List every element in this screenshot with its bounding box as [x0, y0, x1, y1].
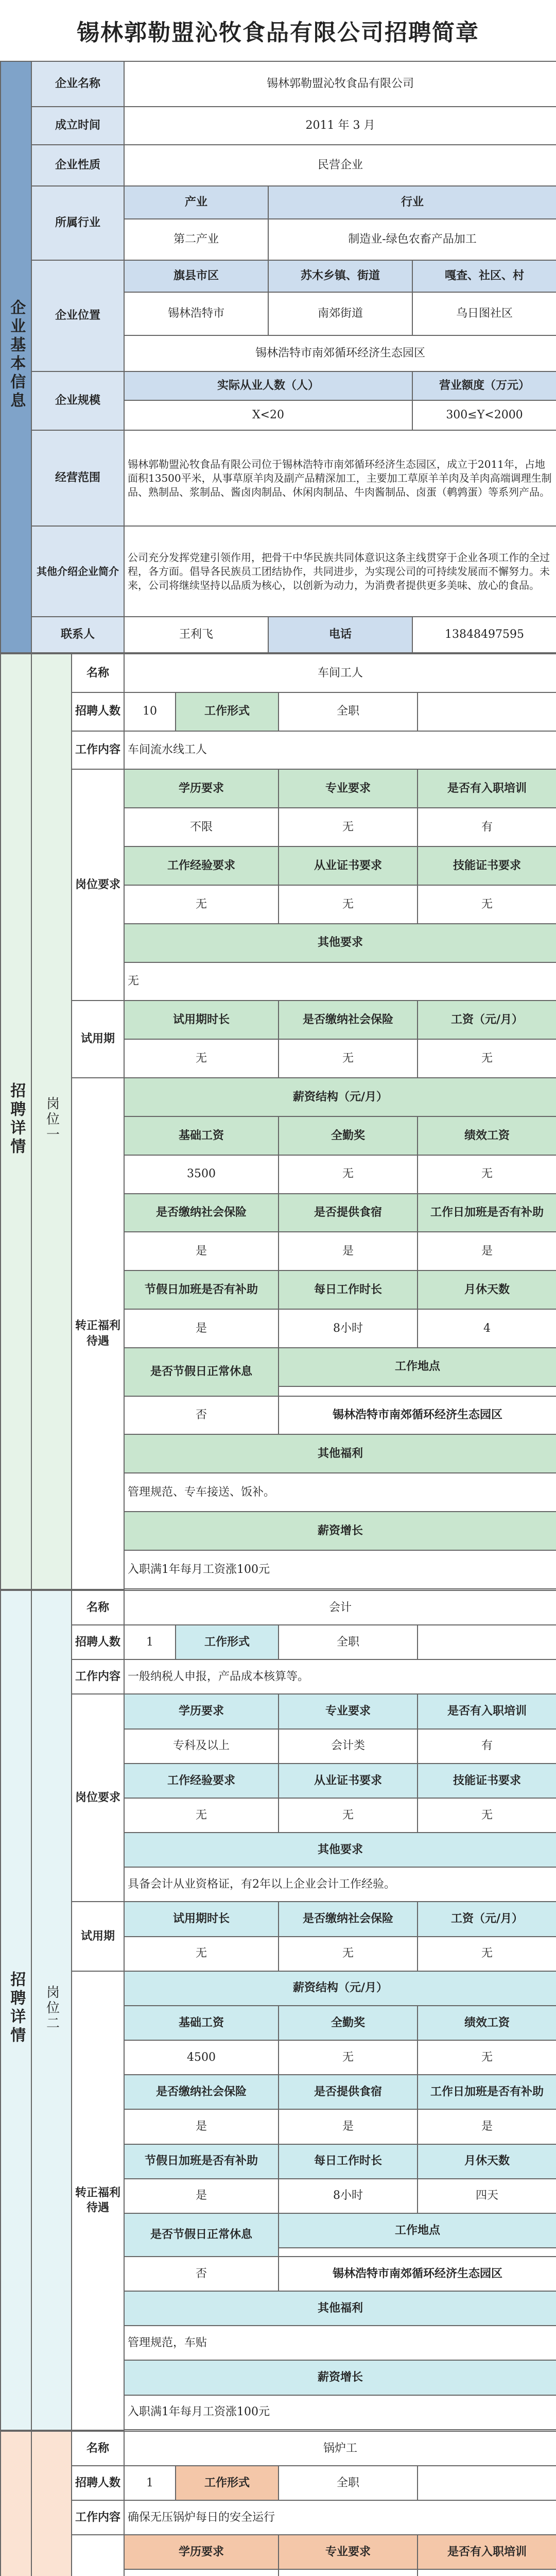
- other-intro: 公司充分发挥党建引领作用，把骨干中华民族共同体意识这条主线贯穿于企业各项工作的全过程，各方面。倡导各民族员工团结协作，共同进步，为实现公司的可持续发展而不懈努力。未来，公司将继续坚持以品质为核心，以创新为动力，为消费者提供更多美味、放心的食品。: [124, 526, 556, 617]
- founded-label: 成立时间: [31, 107, 124, 145]
- overtime-header: 工作日加班是否有补助: [418, 1194, 556, 1232]
- location-header-2: 苏木乡镇、街道: [268, 260, 412, 292]
- holiday-ot-value: 是: [124, 2179, 279, 2213]
- job-content-label: 工作内容: [72, 1659, 124, 1694]
- major-header: 专业要求: [279, 2535, 418, 2569]
- base-header: 基础工资: [124, 1116, 279, 1155]
- train-header: 是否有入职培训: [418, 2535, 556, 2569]
- place-header: 工作地点: [279, 1348, 556, 1386]
- other-benefit-header: 其他福利: [124, 1434, 556, 1473]
- job-form-label: 工作形式: [176, 692, 279, 731]
- nature-value: 民营企业: [124, 145, 556, 186]
- edu-value: [124, 2569, 279, 2576]
- job-content-label: 工作内容: [72, 2500, 124, 2535]
- job-form-label: 工作形式: [176, 1625, 279, 1659]
- location-value-3: 乌日图社区: [412, 292, 556, 335]
- job-name: 锅炉工: [124, 2431, 556, 2466]
- lodging-header: 是否提供食宿: [279, 2075, 418, 2109]
- major-header: 专业要求: [279, 769, 418, 808]
- rest-days-header: 月休天数: [418, 1270, 556, 1309]
- insurance-header: 是否缴纳社会保险: [124, 2075, 279, 2109]
- prob-ins-header: 是否缴纳社会保险: [279, 1902, 418, 1936]
- edu-header: 学历要求: [124, 1694, 279, 1728]
- job-name-label: 名称: [72, 1590, 124, 1625]
- company-name: 锡林郭勒盟沁牧食品有限公司: [124, 61, 556, 107]
- promotion-value: 入职满1年每月工资涨100元: [124, 1550, 556, 1589]
- train-header: 是否有入职培训: [418, 769, 556, 808]
- job-table: [0, 2431, 556, 2576]
- exp-value: 无: [124, 1798, 279, 1833]
- job-table: [0, 1590, 556, 2431]
- salary-structure-header: 薪资结构（元/月）: [124, 1078, 556, 1116]
- job-content: 车间流水线工人: [124, 731, 556, 770]
- prob-ins-value: 无: [279, 1039, 418, 1078]
- prob-ins-header: 是否缴纳社会保险: [279, 1001, 418, 1039]
- major-value: 无: [279, 808, 418, 846]
- other-benefit-header: 其他福利: [124, 2291, 556, 2326]
- cert-value: 无: [279, 885, 418, 924]
- job-name: 车间工人: [124, 654, 556, 692]
- location-value-1: 锡林浩特市: [124, 292, 268, 335]
- exp-header: 工作经验要求: [124, 1764, 279, 1798]
- page-title: 锡林郭勒盟沁牧食品有限公司招聘简章: [77, 20, 479, 46]
- rest-days-value: 4: [418, 1309, 556, 1348]
- job-content: 确保无压锅炉每日的安全运行: [124, 2500, 556, 2535]
- place-spacer: [279, 1386, 556, 1396]
- cert-value: 无: [279, 1798, 418, 1833]
- scale-header-1: 实际从业人数（人）: [124, 371, 412, 400]
- hours-header: 每日工作时长: [279, 1270, 418, 1309]
- prob-wage-value: 无: [418, 1937, 556, 1971]
- edu-value: 专科及以上: [124, 1729, 279, 1764]
- job-form: 全职: [279, 2466, 418, 2500]
- perf-header: 绩效工资: [418, 1116, 556, 1155]
- promotion-value: 入职满1年每月工资涨100元: [124, 2395, 556, 2430]
- perf-value: 无: [418, 2040, 556, 2075]
- skill-header: 技能证书要求: [418, 1764, 556, 1798]
- industry-value-1: 第二产业: [124, 219, 268, 260]
- cert-header: 从业证书要求: [279, 1764, 418, 1798]
- insurance-header: 是否缴纳社会保险: [124, 1194, 279, 1232]
- train-value: 有: [418, 1729, 556, 1764]
- other-benefit-value: 管理规范，车贴: [124, 2326, 556, 2360]
- salary-structure-header: 薪资结构（元/月）: [124, 1971, 556, 2006]
- contact-name: 王利飞: [124, 617, 268, 653]
- overtime-value: 是: [418, 1232, 556, 1270]
- benefit-label: 转正福利待遇: [72, 1078, 124, 1589]
- hours-header: 每日工作时长: [279, 2144, 418, 2179]
- post-label: 岗位一: [31, 654, 72, 1589]
- job-req-label: [72, 2535, 124, 2576]
- job-req-label: 岗位要求: [72, 769, 124, 1001]
- company-name-label: 企业名称: [31, 61, 124, 107]
- location-header-1: 旗县市区: [124, 260, 268, 292]
- cert-header: 从业证书要求: [279, 846, 418, 885]
- job-count-label: 招聘人数: [72, 1625, 124, 1659]
- industry-header-2: 行业: [268, 186, 556, 219]
- perf-value: 无: [418, 1155, 556, 1194]
- hours-value: 8小时: [279, 1309, 418, 1348]
- job-form: 全职: [279, 692, 418, 731]
- location-detail: 锡林浩特市南郊循环经济生态园区: [124, 335, 556, 371]
- business-scope: 锡林郭勒盟沁牧食品有限公司位于锡林浩特市南郊循环经济生态园区，成立于2011年，占地面积13500平米，从事草原羊肉及副产品精深加工，主要加工草原羊羊肉及羊肉高端调理生制品、熟制品、浆制品、酱卤肉制品、休闲肉制品、牛肉酱制品、卤蛋（鹌鹑蛋）等系列产品。: [124, 430, 556, 526]
- founded-value: 2011 年 3 月: [124, 107, 556, 145]
- scale-value-2: 300≤Y<2000: [412, 400, 556, 430]
- skill-value: 无: [418, 885, 556, 924]
- other-intro-label: 其他介绍企业简介: [31, 526, 124, 617]
- base-value: 3500: [124, 1155, 279, 1194]
- major-value: [279, 2569, 418, 2576]
- train-value: 有: [418, 808, 556, 846]
- promotion-header: 薪资增长: [124, 1512, 556, 1550]
- prob-wage-header: 工资（元/月）: [418, 1001, 556, 1039]
- major-header: 专业要求: [279, 1694, 418, 1728]
- job-form: 全职: [279, 1625, 418, 1659]
- weekend-header: 是否节假日正常休息: [124, 1348, 279, 1396]
- probation-label: 试用期: [72, 1902, 124, 1971]
- weekend-value: 否: [124, 1396, 279, 1435]
- hours-value: 8小时: [279, 2179, 418, 2213]
- base-header: 基础工资: [124, 2006, 279, 2040]
- edu-header: 学历要求: [124, 769, 279, 808]
- other-req-value: 具备会计从业资格证，有2年以上企业会计工作经验。: [124, 1867, 556, 1902]
- prob-len-header: 试用期时长: [124, 1001, 279, 1039]
- holiday-ot-header: 节假日加班是否有补助: [124, 2144, 279, 2179]
- skill-value: 无: [418, 1798, 556, 1833]
- phone-number: 13848497595: [412, 617, 556, 653]
- job-count: 10: [124, 692, 176, 731]
- overtime-value: 是: [418, 2109, 556, 2144]
- bonus-value: 无: [279, 2040, 418, 2075]
- exp-header: 工作经验要求: [124, 846, 279, 885]
- business-label: 经营范围: [31, 430, 124, 526]
- promotion-header: 薪资增长: [124, 2360, 556, 2395]
- recruit-section-label: [1, 2431, 31, 2576]
- place-value: 锡林浩特市南郊循环经济生态园区: [279, 1396, 556, 1435]
- contact-label: 联系人: [31, 617, 124, 653]
- post-label: 岗位二: [31, 1590, 72, 2430]
- skill-header: 技能证书要求: [418, 846, 556, 885]
- job-name-label: 名称: [72, 2431, 124, 2466]
- prob-wage-value: 无: [418, 1039, 556, 1078]
- location-label: 企业位置: [31, 260, 124, 371]
- post-label: [31, 2431, 72, 2576]
- place-value: 锡林浩特市南郊循环经济生态园区: [279, 2257, 556, 2291]
- job-count-label: 招聘人数: [72, 2466, 124, 2500]
- location-value-2: 南郊街道: [268, 292, 412, 335]
- base-value: 4500: [124, 2040, 279, 2075]
- lodging-value: 是: [279, 2109, 418, 2144]
- other-req-header: 其他要求: [124, 924, 556, 962]
- job-table: [0, 653, 556, 1590]
- location-header-3: 嘎查、社区、村: [412, 260, 556, 292]
- insurance-value: 是: [124, 2109, 279, 2144]
- job-req-label: 岗位要求: [72, 1694, 124, 1902]
- recruit-section-label: 招聘详情: [1, 654, 31, 1589]
- industry-header-1: 产业: [124, 186, 268, 219]
- edu-header: 学历要求: [124, 2535, 279, 2569]
- job-count: 1: [124, 1625, 176, 1659]
- prob-len-value: 无: [124, 1937, 279, 1971]
- perf-header: 绩效工资: [418, 2006, 556, 2040]
- other-req-value: 无: [124, 962, 556, 1001]
- place-spacer: [279, 2248, 556, 2257]
- holiday-ot-header: 节假日加班是否有补助: [124, 1270, 279, 1309]
- train-header: 是否有入职培训: [418, 1694, 556, 1728]
- bonus-header: 全勤奖: [279, 2006, 418, 2040]
- overtime-header: 工作日加班是否有补助: [418, 2075, 556, 2109]
- job-name-label: 名称: [72, 654, 124, 692]
- prob-ins-value: 无: [279, 1937, 418, 1971]
- lodging-value: 是: [279, 1232, 418, 1270]
- place-header: 工作地点: [279, 2213, 556, 2248]
- weekend-value: 否: [124, 2257, 279, 2291]
- nature-label: 企业性质: [31, 145, 124, 186]
- rest-days-value: 四天: [418, 2179, 556, 2213]
- probation-label: 试用期: [72, 1001, 124, 1078]
- holiday-ot-value: 是: [124, 1309, 279, 1348]
- major-value: 会计类: [279, 1729, 418, 1764]
- exp-value: 无: [124, 885, 279, 924]
- bonus-header: 全勤奖: [279, 1116, 418, 1155]
- scale-header-2: 营业额度（万元）: [412, 371, 556, 400]
- job-count: 1: [124, 2466, 176, 2500]
- prob-len-value: 无: [124, 1039, 279, 1078]
- company-section-label: 企业基本信息: [1, 61, 31, 653]
- weekend-header: 是否节假日正常休息: [124, 2213, 279, 2257]
- lodging-header: 是否提供食宿: [279, 1194, 418, 1232]
- scale-value-1: X<20: [124, 400, 412, 430]
- job-content-label: 工作内容: [72, 731, 124, 770]
- phone-label: 电话: [268, 617, 412, 653]
- bonus-value: 无: [279, 1155, 418, 1194]
- job-form-label: 工作形式: [176, 2466, 279, 2500]
- company-info-table: [0, 61, 556, 653]
- industry-value-2: 制造业-绿色农畜产品加工: [268, 219, 556, 260]
- industry-label: 所属行业: [31, 186, 124, 260]
- scale-label: 企业规模: [31, 371, 124, 430]
- job-count-label: 招聘人数: [72, 692, 124, 731]
- other-req-header: 其他要求: [124, 1833, 556, 1867]
- job-sections: [0, 653, 556, 2576]
- benefit-label: 转正福利待遇: [72, 1971, 124, 2430]
- job-name: 会计: [124, 1590, 556, 1625]
- other-benefit-value: 管理规范、专车接送、饭补。: [124, 1473, 556, 1512]
- recruit-section-label: 招聘详情: [1, 1590, 31, 2430]
- edu-value: 不限: [124, 808, 279, 846]
- prob-wage-header: 工资（元/月）: [418, 1902, 556, 1936]
- insurance-value: 是: [124, 1232, 279, 1270]
- train-value: [418, 2569, 556, 2576]
- prob-len-header: 试用期时长: [124, 1902, 279, 1936]
- rest-days-header: 月休天数: [418, 2144, 556, 2179]
- job-content: 一般纳税人申报，产品成本核算等。: [124, 1659, 556, 1694]
